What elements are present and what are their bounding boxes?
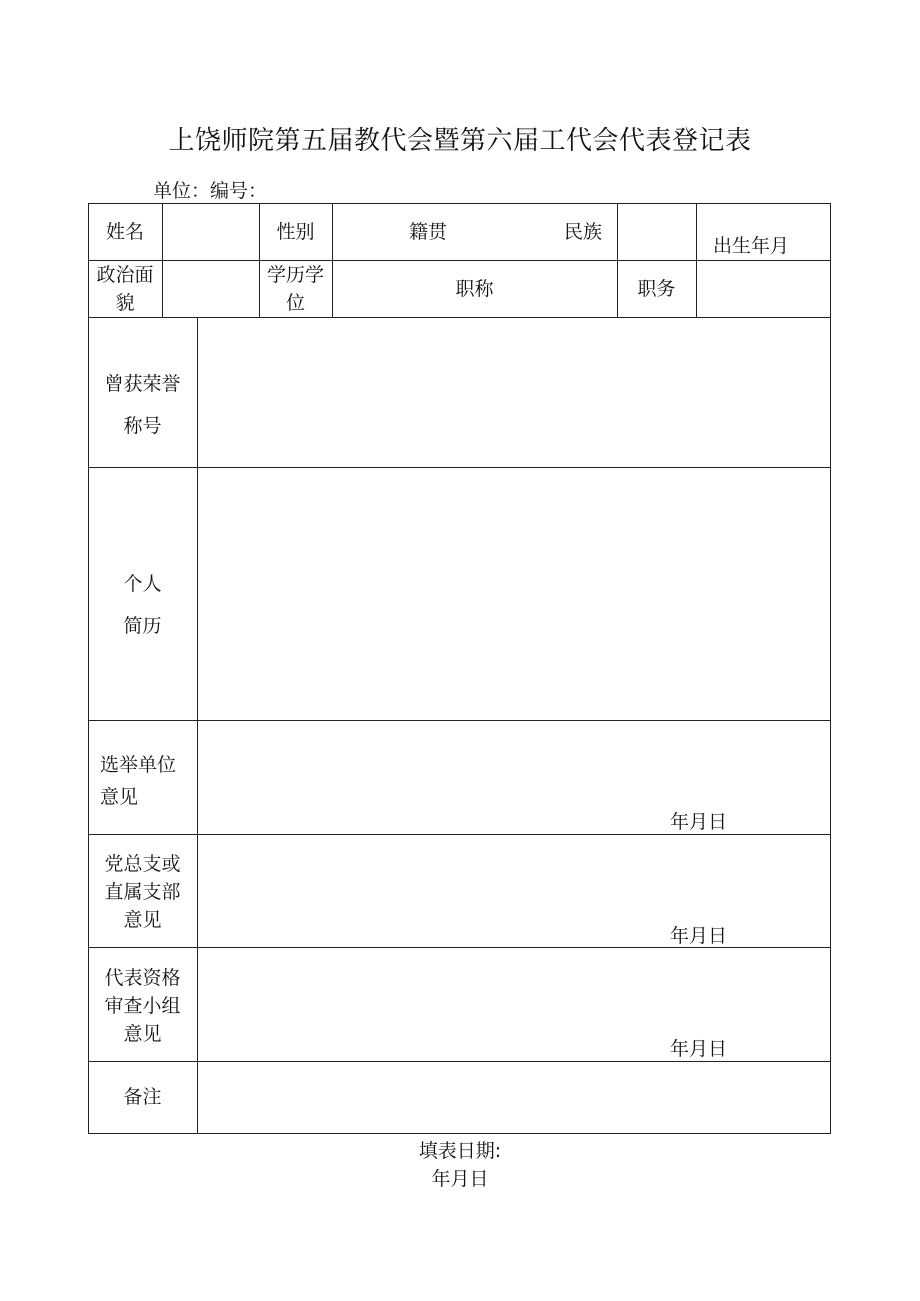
resume-label-line: 简历: [123, 615, 162, 637]
honors-label-line: 曾获荣誉: [104, 373, 181, 395]
row-divider: [88, 467, 831, 468]
position-label: 职务: [637, 277, 676, 300]
fill-date-value: 年月日: [431, 1168, 489, 1190]
birth-date-label: 出生年月: [712, 234, 789, 257]
honors-label-line: 称号: [123, 415, 162, 437]
remarks-label: 备注: [123, 1086, 162, 1108]
honors-label: [88, 363, 197, 447]
education-label-line: 位: [285, 292, 305, 314]
registration-table: [88, 203, 831, 1133]
row-divider: [88, 720, 831, 721]
qualification-review-opinion-label-line: 代表资格: [104, 967, 181, 989]
party-branch-opinion-label-line: 党总支或: [104, 853, 181, 875]
party-branch-opinion-label: [88, 850, 197, 934]
education-label: [259, 261, 332, 317]
qualification-review-opinion-label-line: 审查小组: [104, 995, 181, 1017]
resume-label: [88, 563, 197, 647]
resume-label-line: 个人: [123, 573, 162, 595]
election-opinion-label: [100, 749, 190, 813]
gender-label: 性别: [276, 220, 315, 243]
election-opinion-label-line: 选举单位: [100, 754, 177, 776]
table-border-bottom: [88, 1133, 831, 1134]
election-opinion-label-line: 意见: [100, 786, 139, 808]
election-opinion-date: 年月日: [670, 811, 728, 833]
row-divider: [88, 317, 831, 318]
row-divider: [88, 1061, 831, 1062]
row-divider: [88, 834, 831, 835]
professional-title-label: 职称: [455, 277, 494, 300]
unit-number-line: [153, 176, 267, 203]
political-status-label-line: 政治面: [96, 264, 154, 286]
party-branch-opinion-label-line: 意见: [123, 909, 162, 931]
form-title: 上饶师院第五届教代会暨第六届工代会代表登记表: [168, 126, 752, 156]
number-label: 编号：: [210, 180, 268, 202]
party-branch-opinion-date: 年月日: [670, 925, 728, 947]
qualification-review-opinion-label: [88, 964, 197, 1048]
native-place-label: 籍贯: [408, 220, 447, 243]
table-border-right: [830, 203, 831, 1134]
qualification-review-opinion-date: 年月日: [670, 1038, 728, 1060]
name-label: 姓名: [105, 220, 144, 243]
qualification-review-opinion-label-line: 意见: [123, 1023, 162, 1045]
fill-date-label: 填表日期:: [418, 1140, 502, 1162]
ethnicity-label: 民族: [563, 220, 602, 243]
education-label-line: 学历学: [266, 264, 324, 286]
political-status-label: [88, 261, 162, 317]
col-divider: [162, 203, 163, 317]
unit-label: 单位：: [153, 180, 211, 202]
party-branch-opinion-label-line: 直属支部: [104, 881, 181, 903]
label-col-divider: [197, 317, 198, 1134]
political-status-label-line: 貌: [115, 292, 135, 314]
